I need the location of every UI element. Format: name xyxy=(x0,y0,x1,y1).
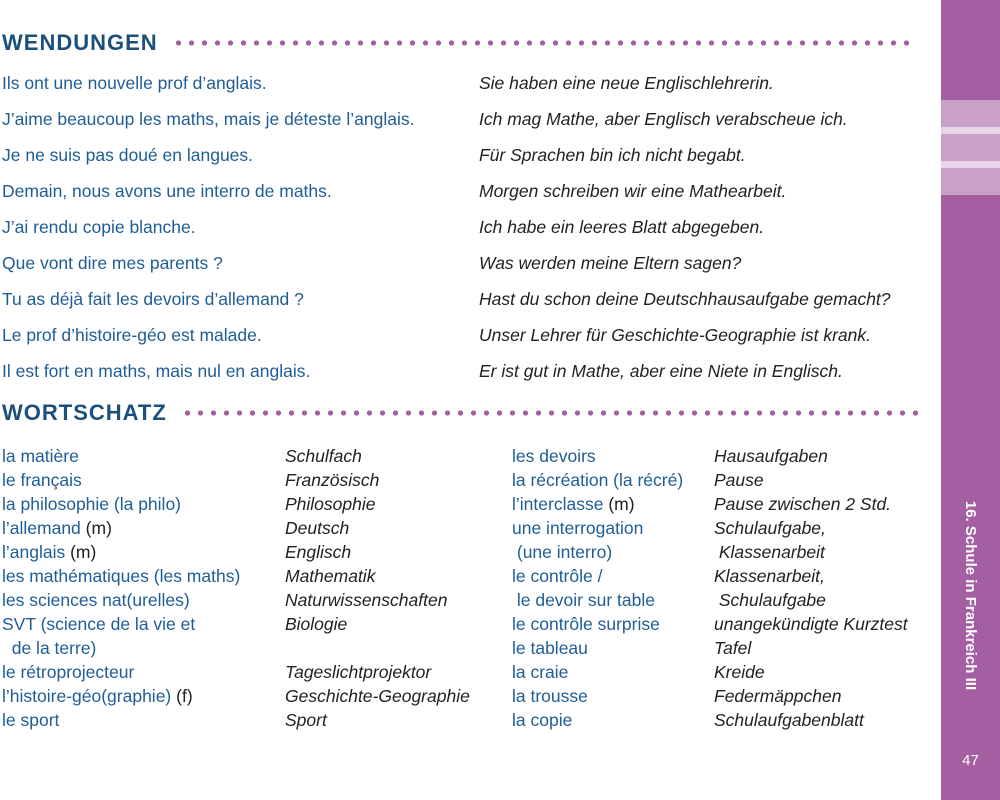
vocab-german-right: Federmäppchen xyxy=(714,686,842,706)
vocab-french-right xyxy=(512,446,596,470)
sidebar-band xyxy=(941,127,1000,134)
phrase-row xyxy=(0,217,930,253)
vocab-french-term: la copie xyxy=(512,710,573,730)
vocab-german-right: Schulaufgabenblatt xyxy=(714,710,864,730)
vocab-french-term: de la terre) xyxy=(2,638,97,658)
vocab-french-term: la philosophie (la philo) xyxy=(2,494,181,514)
phrase-french: Demain, nous avons une interro de maths. xyxy=(2,181,332,201)
vocab-french-term: le devoir sur table xyxy=(512,590,655,610)
wendungen-heading-text: WENDUNGEN xyxy=(2,30,158,55)
vocab-german-left: Tageslichtprojektor xyxy=(285,662,432,682)
vocab-german-right: unangekündigte Kurztest xyxy=(714,614,908,634)
phrase-french: Je ne suis pas doué en langues. xyxy=(2,145,254,165)
sidebar-band xyxy=(941,161,1000,168)
vocab-german-left: Philosophie xyxy=(285,494,376,514)
wendungen-heading xyxy=(2,30,914,56)
vocab-german-left: Sport xyxy=(285,710,327,730)
vocab-german-right: Hausaufgaben xyxy=(714,446,828,466)
vocab-french-right xyxy=(512,614,660,638)
vocab-gender: (f) xyxy=(176,686,193,706)
vocab-french-left xyxy=(2,590,190,614)
vocab-german-left: Naturwissenschaften xyxy=(285,590,448,610)
vocab-french-term: (une interro) xyxy=(512,542,613,562)
phrase-row xyxy=(0,181,930,217)
vocab-german-left: Deutsch xyxy=(285,518,350,538)
vocab-german-left: Mathematik xyxy=(285,566,376,586)
vocab-french-term: la matière xyxy=(2,446,79,466)
vocab-french-term: l’interclasse xyxy=(512,494,604,514)
vocab-french-term: le français xyxy=(2,470,82,490)
phrase-french: J’ai rendu copie blanche. xyxy=(2,217,196,237)
vocab-french-term: la récréation (la récré) xyxy=(512,470,684,490)
phrase-german: Unser Lehrer für Geschichte-Geographie ist krank. xyxy=(479,325,871,345)
vocab-french-left xyxy=(2,470,82,494)
vocab-french-right xyxy=(512,662,568,686)
wortschatz-heading-text: WORTSCHATZ xyxy=(2,400,167,425)
phrase-german: Morgen schreiben wir eine Mathearbeit. xyxy=(479,181,787,201)
sidebar-band xyxy=(941,168,1000,195)
vocab-french-right xyxy=(512,494,635,518)
vocab-french-term: le contrôle / xyxy=(512,566,603,586)
vocab-french-term: le rétroprojecteur xyxy=(2,662,135,682)
vocab-german-right: Pause xyxy=(714,470,764,490)
vocab-french-term: les mathématiques (les maths) xyxy=(2,566,241,586)
wortschatz-dot-leader xyxy=(181,410,923,416)
vocab-german-right: Klassenarbeit, xyxy=(714,566,825,586)
vocab-french-term: SVT (science de la vie et xyxy=(2,614,196,634)
vocab-german-right: Schulaufgabe, xyxy=(714,518,826,538)
phrase-german: Was werden meine Eltern sagen? xyxy=(479,253,742,273)
vocab-german-right: Tafel xyxy=(714,638,752,658)
vocab-french-right xyxy=(512,638,588,662)
phrase-german: Er ist gut in Mathe, aber eine Niete in Englisch. xyxy=(479,361,843,381)
vocab-german-left: Biologie xyxy=(285,614,348,634)
vocab-german-right: Klassenarbeit xyxy=(714,542,825,562)
vocab-french-left xyxy=(2,638,96,662)
phrase-german: Für Sprachen bin ich nicht begabt. xyxy=(479,145,746,165)
phrase-row xyxy=(0,289,930,325)
page-number: 47 xyxy=(962,752,979,769)
vocab-french-right xyxy=(512,470,683,494)
vocab-french-left xyxy=(2,494,181,518)
vocab-french-term: les devoirs xyxy=(512,446,596,466)
sidebar-band xyxy=(941,134,1000,161)
phrase-french: J’aime beaucoup les maths, mais je déteste l’anglais. xyxy=(2,109,415,129)
vocab-french-term: l’histoire-géo(graphie) xyxy=(2,686,172,706)
phrase-french: Ils ont une nouvelle prof d’anglais. xyxy=(2,73,267,93)
vocab-french-term: l’allemand xyxy=(2,518,81,538)
sidebar-band xyxy=(941,100,1000,127)
vocab-german-right: Pause zwischen 2 Std. xyxy=(714,494,892,514)
vocab-french-right xyxy=(512,590,655,614)
phrase-row xyxy=(0,361,930,397)
phrase-row xyxy=(0,73,930,109)
vocab-french-right xyxy=(512,518,643,542)
vocab-french-term: le contrôle surprise xyxy=(512,614,660,634)
phrase-french: Tu as déjà fait les devoirs d’allemand ? xyxy=(2,289,304,309)
phrase-german: Sie haben eine neue Englischlehrerin. xyxy=(479,73,774,93)
phrase-german: Ich habe ein leeres Blatt abgegeben. xyxy=(479,217,765,237)
chapter-title-vertical xyxy=(941,490,1000,700)
vocab-french-term: les sciences nat(urelles) xyxy=(2,590,190,610)
phrase-german: Hast du schon deine Deutschhausaufgabe gemacht? xyxy=(479,289,891,309)
phrase-french: Il est fort en maths, mais nul en anglais. xyxy=(2,361,311,381)
vocab-german-left: Schulfach xyxy=(285,446,362,466)
vocab-french-term: le tableau xyxy=(512,638,588,658)
phrase-row xyxy=(0,325,930,361)
chapter-sidebar xyxy=(941,0,1000,800)
vocab-gender: (m) xyxy=(85,518,112,538)
vocab-gender: (m) xyxy=(608,494,635,514)
vocab-german-right: Schulaufgabe xyxy=(714,590,826,610)
vocab-french-left xyxy=(2,566,240,590)
vocab-german-left: Französisch xyxy=(285,470,380,490)
vocab-french-term: une interrogation xyxy=(512,518,644,538)
phrase-row xyxy=(0,253,930,289)
phrase-german: Ich mag Mathe, aber Englisch verabscheue ich. xyxy=(479,109,848,129)
phrase-row xyxy=(0,109,930,145)
vocab-french-right xyxy=(512,710,572,734)
chapter-title-text: 16. Schule in Frankreich III xyxy=(962,500,979,690)
vocab-french-term: la trousse xyxy=(512,686,588,706)
wortschatz-heading xyxy=(2,400,923,426)
vocab-french-left xyxy=(2,446,79,470)
vocab-french-left xyxy=(2,686,193,710)
vocab-french-right xyxy=(512,542,612,566)
phrase-french: Que vont dire mes parents ? xyxy=(2,253,223,273)
vocab-french-left xyxy=(2,518,112,542)
vocab-german-left: Englisch xyxy=(285,542,352,562)
wendungen-dot-leader xyxy=(172,40,914,46)
vocab-french-right xyxy=(512,686,588,710)
vocab-german-left: Geschichte-Geographie xyxy=(285,686,470,706)
vocab-french-term: la craie xyxy=(512,662,569,682)
vocab-gender: (m) xyxy=(70,542,97,562)
vocab-french-left xyxy=(2,710,59,734)
vocab-french-term: l’anglais xyxy=(2,542,66,562)
vocab-french-term: le sport xyxy=(2,710,60,730)
vocab-french-right xyxy=(512,566,602,590)
phrase-french: Le prof d’histoire-géo est malade. xyxy=(2,325,262,345)
vocab-french-left xyxy=(2,662,134,686)
vocab-german-right: Kreide xyxy=(714,662,765,682)
phrase-row xyxy=(0,145,930,181)
vocab-french-left xyxy=(2,542,96,566)
vocab-french-left xyxy=(2,614,195,638)
